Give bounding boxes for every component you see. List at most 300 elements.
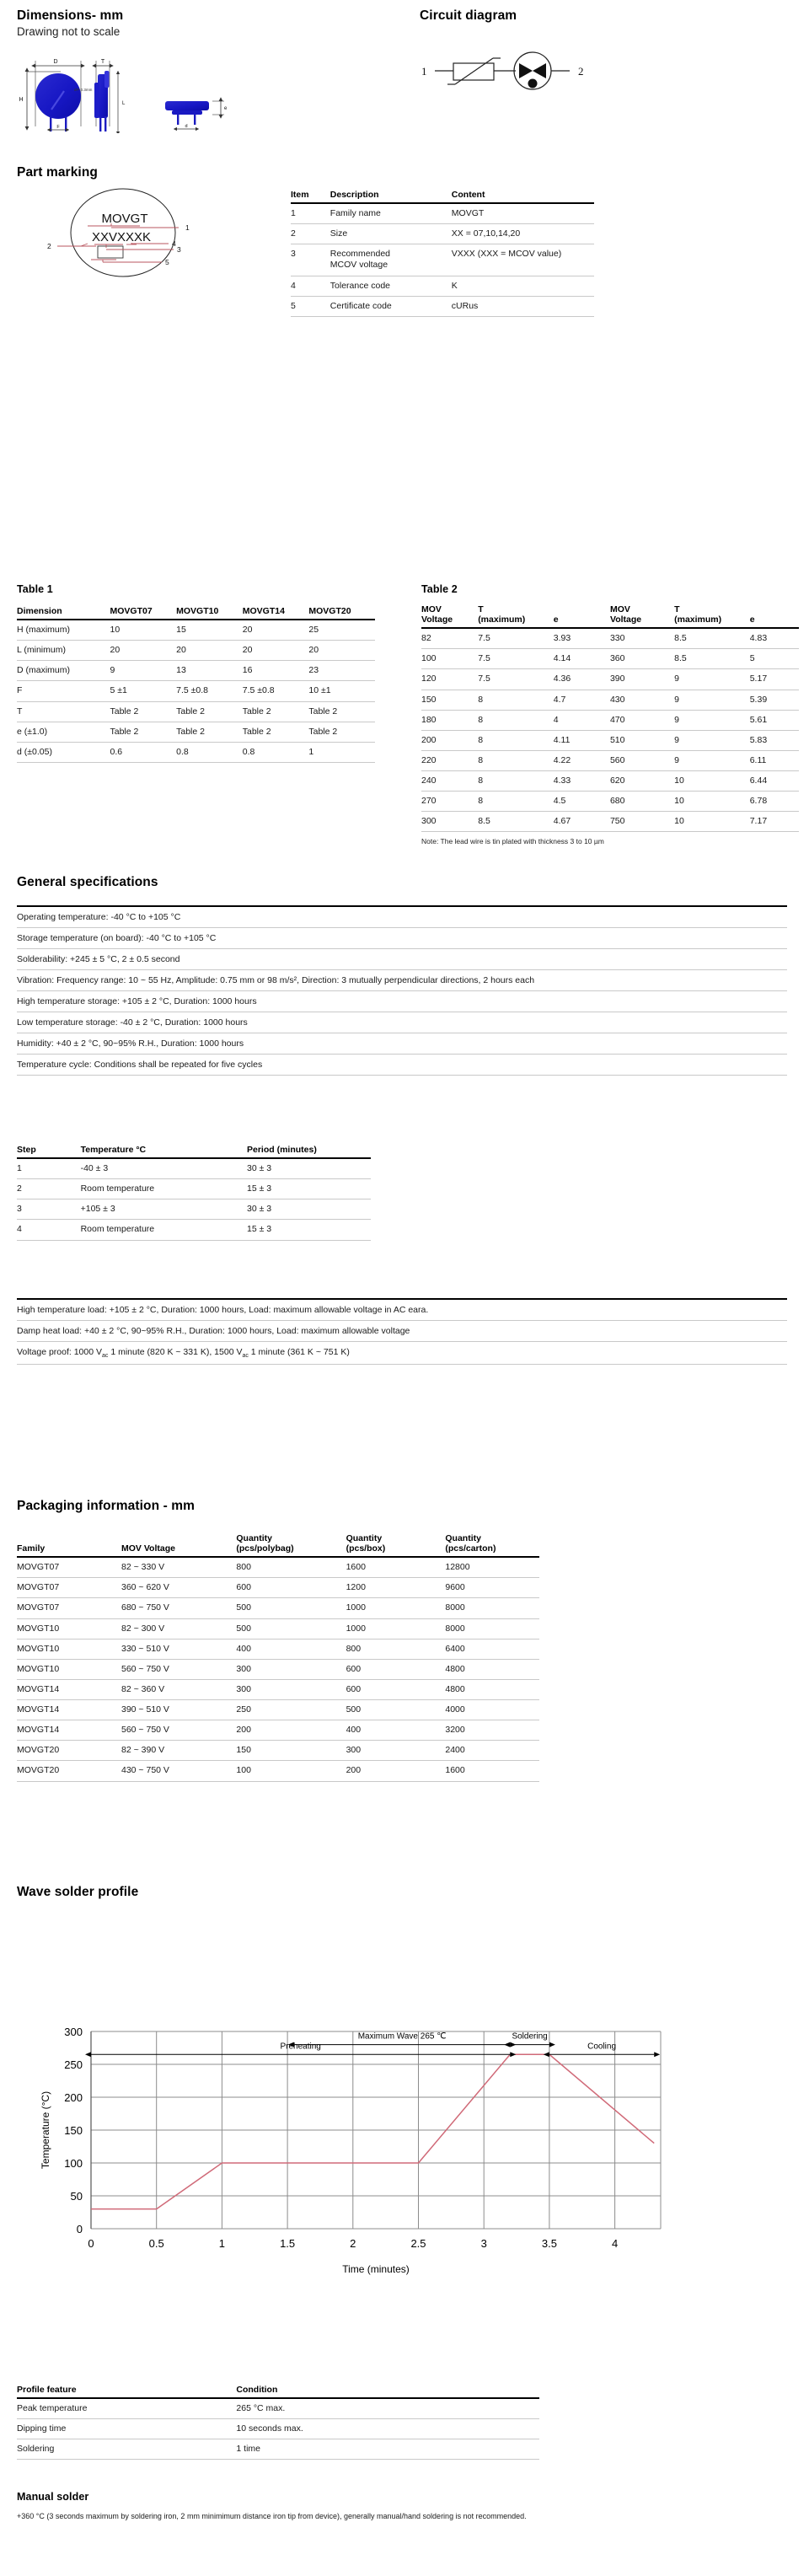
cell-temperature: Room temperature: [81, 1220, 247, 1240]
cell-dimension: d (±0.05): [17, 742, 110, 762]
general-specs-title: General specifications: [17, 875, 158, 889]
table-row: [421, 771, 799, 792]
table-row: [17, 722, 375, 742]
cell-qty-carton: 4800: [445, 1679, 539, 1699]
cell-dimension: H (maximum): [17, 620, 110, 641]
cell-dimension: e (±1.0): [17, 722, 110, 742]
cell-family: MOVGT20: [17, 1741, 121, 1761]
circuit-section: [420, 8, 517, 24]
cell-step: 1: [17, 1158, 81, 1179]
th-mov-voltage: MOV Voltage: [121, 1543, 175, 1554]
cell-t-max: 7.5: [478, 628, 554, 649]
general-specs-bottom-body: [17, 1299, 787, 1365]
table-row: [17, 742, 375, 762]
table-row: [291, 296, 594, 316]
terminal-1-label: 1: [421, 65, 427, 78]
cell-qty-carton: 3200: [445, 1720, 539, 1741]
cell-qty-carton: 4000: [445, 1700, 539, 1720]
cell-dimension: D (maximum): [17, 661, 110, 681]
cell-movgt20: 1: [308, 742, 375, 762]
table-header-row: [17, 604, 375, 620]
chart-ytick-label: 300: [64, 2026, 83, 2038]
label-F: F: [56, 125, 60, 130]
marking-callout-4: 4: [172, 239, 176, 248]
th-movgt20: MOVGT20: [308, 606, 351, 616]
label-d: d: [185, 124, 188, 129]
cell-t-max: 8: [478, 690, 554, 710]
cell-dimension: F: [17, 681, 110, 701]
cell-movgt20: Table 2: [308, 722, 375, 742]
cell-movgt07: 20: [110, 641, 177, 661]
chart-xtick-label: 3.5: [541, 2237, 557, 2250]
table1-title: Table 1: [17, 583, 53, 595]
cell-t-max: 10: [674, 812, 750, 832]
wave-solder-title: Wave solder profile: [17, 1885, 139, 1899]
table-row: [291, 203, 594, 224]
spec-text: Storage temperature (on board): -40 °C to +105 °C: [17, 928, 787, 949]
cell-e: 6.78: [750, 792, 799, 812]
general-specs-table-top: [17, 905, 787, 1076]
cell-e: 7.17: [750, 812, 799, 832]
th-movgt14: MOVGT14: [242, 606, 285, 616]
spec-text: High temperature load: +105 ± 2 °C, Duration: 1000 hours, Load: maximum allowable voltage in AC eara.: [17, 1299, 787, 1321]
cell-t-max: 8.5: [478, 812, 554, 832]
cell-e: 4.14: [554, 649, 610, 669]
cell-t-max: 9: [674, 690, 750, 710]
cell-qty-carton: 9600: [445, 1578, 539, 1598]
th-movgt07: MOVGT07: [110, 606, 153, 616]
cell-qty-box: 200: [346, 1761, 446, 1781]
cell-mov-voltage: 240: [421, 771, 478, 792]
spec-row: [17, 1012, 787, 1033]
cell-condition: 1 time: [236, 2439, 539, 2460]
table-row: [421, 649, 799, 669]
cell-movgt20: 20: [308, 641, 375, 661]
table-row: [17, 1741, 539, 1761]
spec-text: Operating temperature: -40 °C to +105 °C: [17, 906, 787, 928]
cell-movgt07: Table 2: [110, 722, 177, 742]
cell-mov-voltage: 82: [421, 628, 478, 649]
cell-e: 4.5: [554, 792, 610, 812]
cell-qty-carton: 6400: [445, 1639, 539, 1659]
general-specs-bottom-section: [17, 1298, 787, 1365]
marking-callout-2: 2: [47, 242, 51, 250]
chart-ytick-label: 150: [64, 2124, 83, 2137]
cell-qty-polybag: 300: [236, 1659, 346, 1679]
table1-section: [17, 583, 375, 763]
table2-title: Table 2: [421, 583, 458, 595]
table-row: [421, 812, 799, 832]
cell-e: 3.93: [554, 628, 610, 649]
cell-mov-voltage: 560 ~ 750 V: [121, 1720, 236, 1741]
table-row: [17, 1639, 539, 1659]
cell-t-max: 8: [478, 771, 554, 792]
cell-item: 3: [291, 244, 330, 276]
manual-solder-text: +360 °C (3 seconds maximum by soldering iron, 2 mm minimimum distance iron tip from device), generally manual/hand soldering is not recommended.: [17, 2512, 527, 2520]
spec-text: Low temperature storage: -40 ± 2 °C, Duration: 1000 hours: [17, 1012, 787, 1033]
cell-content: MOVGT: [452, 203, 594, 224]
table1-body: [17, 620, 375, 762]
cell-movgt14: 16: [243, 661, 309, 681]
cell-movgt20: Table 2: [308, 701, 375, 722]
cell-mov-voltage: 430: [610, 690, 674, 710]
profile-feature-section: [17, 2382, 539, 2460]
cell-family: MOVGT20: [17, 1761, 121, 1781]
table-row: [291, 224, 594, 244]
th-temperature: Temperature °C: [80, 1145, 147, 1155]
terminal-2-label: 2: [578, 65, 584, 78]
cell-movgt07: Table 2: [110, 701, 177, 722]
table-row: [17, 701, 375, 722]
chart-xtick-label: 2: [350, 2237, 356, 2250]
wave-solder-chart: [34, 2008, 809, 2278]
cell-condition: 265 °C max.: [236, 2398, 539, 2419]
step-table: [17, 1142, 371, 1241]
chart-xtick-label: 1.5: [280, 2237, 296, 2250]
cell-movgt10: Table 2: [176, 701, 243, 722]
table2-body: [421, 628, 799, 832]
th-step: Step: [17, 1145, 36, 1155]
table-row: [17, 1557, 539, 1578]
chart-gridlines: [91, 2031, 661, 2229]
chart-ytick-label: 250: [64, 2058, 83, 2071]
th-profile-feature: Profile feature: [17, 2385, 77, 2395]
spec-row: [17, 1321, 787, 1342]
cell-profile-feature: Soldering: [17, 2439, 236, 2460]
cell-step: 3: [17, 1199, 81, 1220]
cell-family: MOVGT07: [17, 1557, 121, 1578]
cell-qty-box: 600: [346, 1679, 446, 1699]
table-row: [17, 1158, 371, 1179]
part-marking-table: [291, 187, 594, 317]
cell-item: 4: [291, 276, 330, 296]
spec-row: [17, 949, 787, 970]
label-H: H: [19, 97, 24, 103]
table-row: [421, 690, 799, 710]
cell-e: 5: [750, 649, 799, 669]
table-row: [17, 641, 375, 661]
cell-temperature: -40 ± 3: [81, 1158, 247, 1179]
cell-t-max: 10: [674, 792, 750, 812]
cell-mov-voltage: 360 ~ 620 V: [121, 1578, 236, 1598]
manual-solder-section: [17, 2491, 775, 2521]
cell-item: 1: [291, 203, 330, 224]
cell-profile-feature: Peak temperature: [17, 2398, 236, 2419]
profile-feature-table-body: [17, 2398, 539, 2460]
cell-mov-voltage: 560: [610, 750, 674, 770]
cell-mov-voltage: 270: [421, 792, 478, 812]
th-mov-voltage-2: MOV Voltage: [609, 604, 642, 625]
cell-qty-box: 400: [346, 1720, 446, 1741]
cell-description: Size: [330, 224, 452, 244]
cell-dimension: L (minimum): [17, 641, 110, 661]
table1: [17, 604, 375, 763]
cell-description: Recommended MCOV voltage: [330, 244, 452, 276]
spec-row: [17, 1299, 787, 1321]
dimensions-section: [17, 8, 388, 38]
cell-e: 5.61: [750, 710, 799, 730]
table-row: [291, 276, 594, 296]
part-marking-title: Part marking: [17, 165, 98, 180]
cell-description: Certificate code: [330, 296, 452, 316]
cell-temperature: Room temperature: [81, 1179, 247, 1199]
cell-mov-voltage: 360: [610, 649, 674, 669]
cell-e: 5.39: [750, 690, 799, 710]
cell-temperature: +105 ± 3: [81, 1199, 247, 1220]
spec-text: Temperature cycle: Conditions shall be repeated for five cycles: [17, 1055, 787, 1076]
cell-mov-voltage: 200: [421, 730, 478, 750]
table-row: [421, 710, 799, 730]
cell-mov-voltage: 330: [610, 628, 674, 649]
cell-qty-polybag: 400: [236, 1639, 346, 1659]
spec-text: Vibration: Frequency range: 10 ~ 55 Hz, Amplitude: 0.75 mm or 98 m/s², Direction: 3 mutually perpendicular directions, 2 hours each: [17, 970, 787, 991]
table2: [421, 602, 799, 832]
cell-t-max: 8: [478, 792, 554, 812]
cell-e: 4: [554, 710, 610, 730]
th-e-2: e: [749, 614, 755, 625]
dimensions-svg: [12, 49, 315, 133]
table-row: [421, 750, 799, 770]
table-row: [17, 1679, 539, 1699]
cell-movgt10: 15: [176, 620, 243, 641]
cell-movgt10: 13: [176, 661, 243, 681]
cell-movgt20: 10 ±1: [308, 681, 375, 701]
cell-condition: 10 seconds max.: [236, 2419, 539, 2439]
cell-qty-box: 600: [346, 1659, 446, 1679]
step-table-body: [17, 1158, 371, 1240]
th-content: Content: [451, 190, 485, 200]
cell-family: MOVGT10: [17, 1618, 121, 1639]
chart-xtick-label: 0.5: [148, 2237, 164, 2250]
cell-qty-carton: 2400: [445, 1741, 539, 1761]
cell-movgt14: 7.5 ±0.8: [243, 681, 309, 701]
chart-ytick-label: 0: [76, 2223, 83, 2235]
chart-ytick-label: 200: [64, 2091, 83, 2104]
cell-movgt10: 20: [176, 641, 243, 661]
cell-qty-polybag: 500: [236, 1598, 346, 1618]
table2-note: Note: The lead wire is tin plated with thickness 3 to 10 µm: [421, 837, 604, 846]
chart-ytick-label: 50: [70, 2190, 83, 2203]
cell-family: MOVGT14: [17, 1720, 121, 1741]
cell-qty-box: 1600: [346, 1557, 446, 1578]
wave-solder-section: [17, 1885, 787, 1900]
cell-mov-voltage: 560 ~ 750 V: [121, 1659, 236, 1679]
cell-qty-box: 1200: [346, 1578, 446, 1598]
cell-content: VXXX (XXX = MCOV value): [452, 244, 594, 276]
cell-qty-box: 500: [346, 1700, 446, 1720]
cell-movgt10: Table 2: [176, 722, 243, 742]
table-row: [17, 1700, 539, 1720]
cell-qty-box: 1000: [346, 1598, 446, 1618]
table-row: [421, 628, 799, 649]
cell-qty-box: 300: [346, 1741, 446, 1761]
table-header-row: [291, 187, 594, 203]
chart-annotation-label: Preheating: [280, 2042, 321, 2052]
cell-movgt14: Table 2: [243, 701, 309, 722]
dimensions-drawing: [12, 49, 809, 133]
dimensions-subtitle: Drawing not to scale: [17, 25, 121, 38]
table-header-row: [17, 2382, 539, 2398]
cell-mov-voltage: 390 ~ 510 V: [121, 1700, 236, 1720]
cell-e: 6.44: [750, 771, 799, 792]
table-row: [17, 2398, 539, 2419]
spec-row: [17, 1033, 787, 1055]
cell-qty-polybag: 250: [236, 1700, 346, 1720]
cell-mov-voltage: 82 ~ 300 V: [121, 1618, 236, 1639]
cell-e: 4.22: [554, 750, 610, 770]
chart-xtick-label: 3: [480, 2237, 487, 2250]
label-T: T: [100, 59, 105, 65]
cell-t-max: 7.5: [478, 649, 554, 669]
table-row: [17, 1199, 371, 1220]
cell-qty-polybag: 150: [236, 1741, 346, 1761]
cell-qty-carton: 4800: [445, 1659, 539, 1679]
cell-movgt14: Table 2: [243, 722, 309, 742]
cell-mov-voltage: 680 ~ 750 V: [121, 1598, 236, 1618]
cell-mov-voltage: 470: [610, 710, 674, 730]
chart-xtick-label: 0: [88, 2237, 94, 2250]
label-L: L: [122, 101, 126, 106]
cell-family: MOVGT10: [17, 1639, 121, 1659]
part-marking-drawing: [22, 187, 241, 278]
packaging-section: [17, 1499, 539, 1782]
chart-annotations: [91, 2032, 654, 2055]
chart-tick-labels: [64, 2026, 618, 2250]
th-e-1: e: [553, 614, 559, 625]
cell-movgt14: 20: [243, 641, 309, 661]
th-movgt10: MOVGT10: [176, 606, 219, 616]
th-t-max-2: T (maximum): [674, 604, 722, 625]
th-qty-polybag: Quantity (pcs/polybag): [236, 1533, 294, 1554]
cell-mov-voltage: 750: [610, 812, 674, 832]
cell-description: Family name: [330, 203, 452, 224]
cell-family: MOVGT07: [17, 1578, 121, 1598]
cell-mov-voltage: 680: [610, 792, 674, 812]
cell-qty-polybag: 600: [236, 1578, 346, 1598]
cell-period: 30 ± 3: [247, 1199, 371, 1220]
table-row: [17, 1720, 539, 1741]
general-specs-table-bottom: [17, 1298, 787, 1365]
table-row: [17, 1598, 539, 1618]
cell-movgt14: 20: [243, 620, 309, 641]
cell-e: 4.83: [750, 628, 799, 649]
marking-code-text: XXVXXXK: [91, 230, 152, 244]
circuit-title: Circuit diagram: [420, 8, 517, 23]
table-row: [17, 620, 375, 641]
cell-dimension: T: [17, 701, 110, 722]
cell-mov-voltage: 330 ~ 510 V: [121, 1639, 236, 1659]
cell-movgt07: 5 ±1: [110, 681, 177, 701]
cell-qty-box: 800: [346, 1639, 446, 1659]
spec-text: Voltage proof: 1000 $V_{ac}$ 1 minute (820 K ~ 331 K), 1500 $V_{ac}$ 1 minute (361 K ~ 751 K): [17, 1342, 787, 1365]
part-marking-svg: [22, 187, 241, 278]
th-family: Family: [17, 1543, 46, 1554]
spec-text: High temperature storage: +105 ± 2 °C, Duration: 1000 hours: [17, 991, 787, 1012]
cell-mov-voltage: 82 ~ 390 V: [121, 1741, 236, 1761]
cell-e: 5.17: [750, 669, 799, 690]
chart-ytick-label: 100: [64, 2157, 83, 2170]
cell-qty-carton: 1600: [445, 1761, 539, 1781]
table-row: [421, 730, 799, 750]
spec-row: [17, 906, 787, 928]
table-header-row: [17, 1142, 371, 1158]
spec-row: [17, 991, 787, 1012]
cell-item: 5: [291, 296, 330, 316]
cell-family: MOVGT10: [17, 1659, 121, 1679]
cell-description: Tolerance code: [330, 276, 452, 296]
cell-qty-carton: 8000: [445, 1598, 539, 1618]
cell-t-max: 8: [478, 730, 554, 750]
cell-t-max: 9: [674, 710, 750, 730]
cell-movgt20: 23: [308, 661, 375, 681]
table-header-row: [17, 1531, 539, 1557]
cell-e: 4.67: [554, 812, 610, 832]
cell-step: 4: [17, 1220, 81, 1240]
th-description: Description: [329, 190, 379, 200]
spec-row: [17, 928, 787, 949]
cell-mov-voltage: 82 ~ 330 V: [121, 1557, 236, 1578]
cell-qty-carton: 12800: [445, 1557, 539, 1578]
th-condition: Condition: [236, 2385, 278, 2395]
cell-content: cURus: [452, 296, 594, 316]
table-row: [17, 1659, 539, 1679]
cell-t-max: 9: [674, 730, 750, 750]
table-row: [17, 1179, 371, 1199]
th-qty-box: Quantity (pcs/box): [346, 1533, 386, 1554]
table-row: [421, 669, 799, 690]
spec-row: [17, 1342, 787, 1365]
cell-e: 4.36: [554, 669, 610, 690]
cell-e: 6.11: [750, 750, 799, 770]
marking-family-text: MOVGT: [101, 212, 148, 226]
cell-item: 2: [291, 224, 330, 244]
table2-section: [421, 583, 799, 845]
th-t-max-1: T (maximum): [478, 604, 526, 625]
cell-qty-polybag: 300: [236, 1679, 346, 1699]
cell-movgt10: 0.8: [176, 742, 243, 762]
table-row: [17, 1761, 539, 1781]
cell-movgt20: 25: [308, 620, 375, 641]
cell-qty-polybag: 100: [236, 1761, 346, 1781]
chart-annotation-label: Maximum Wave 265 ℃: [357, 2031, 447, 2042]
spec-text: Damp heat load: +40 ± 2 °C, 90~95% R.H., Duration: 1000 hours, Load: maximum allowable voltage: [17, 1321, 787, 1342]
cell-e: 5.83: [750, 730, 799, 750]
cell-mov-voltage: 120: [421, 669, 478, 690]
cell-mov-voltage: 180: [421, 710, 478, 730]
cell-period: 30 ± 3: [247, 1158, 371, 1179]
cell-t-max: 9: [674, 669, 750, 690]
marking-callout-5: 5: [165, 258, 169, 266]
manual-solder-title: Manual solder: [17, 2491, 89, 2503]
marking-callout-3: 3: [177, 245, 181, 254]
table-header-row: [421, 602, 799, 628]
th-dimension: Dimension: [17, 606, 62, 616]
spec-text: Humidity: +40 ± 2 °C, 90~95% R.H., Duration: 1000 hours: [17, 1033, 787, 1055]
spec-row: [17, 970, 787, 991]
cell-mov-voltage: 100: [421, 649, 478, 669]
chart-series-paths: [91, 2054, 654, 2208]
profile-feature-table: [17, 2382, 539, 2460]
cell-period: 15 ± 3: [247, 1179, 371, 1199]
th-item: Item: [291, 190, 309, 200]
table-row: [17, 681, 375, 701]
cell-e: 4.33: [554, 771, 610, 792]
cell-mov-voltage: 430 ~ 750 V: [121, 1761, 236, 1781]
cell-period: 15 ± 3: [247, 1220, 371, 1240]
cell-qty-carton: 8000: [445, 1618, 539, 1639]
table-row: [17, 2419, 539, 2439]
packaging-table-body: [17, 1557, 539, 1781]
